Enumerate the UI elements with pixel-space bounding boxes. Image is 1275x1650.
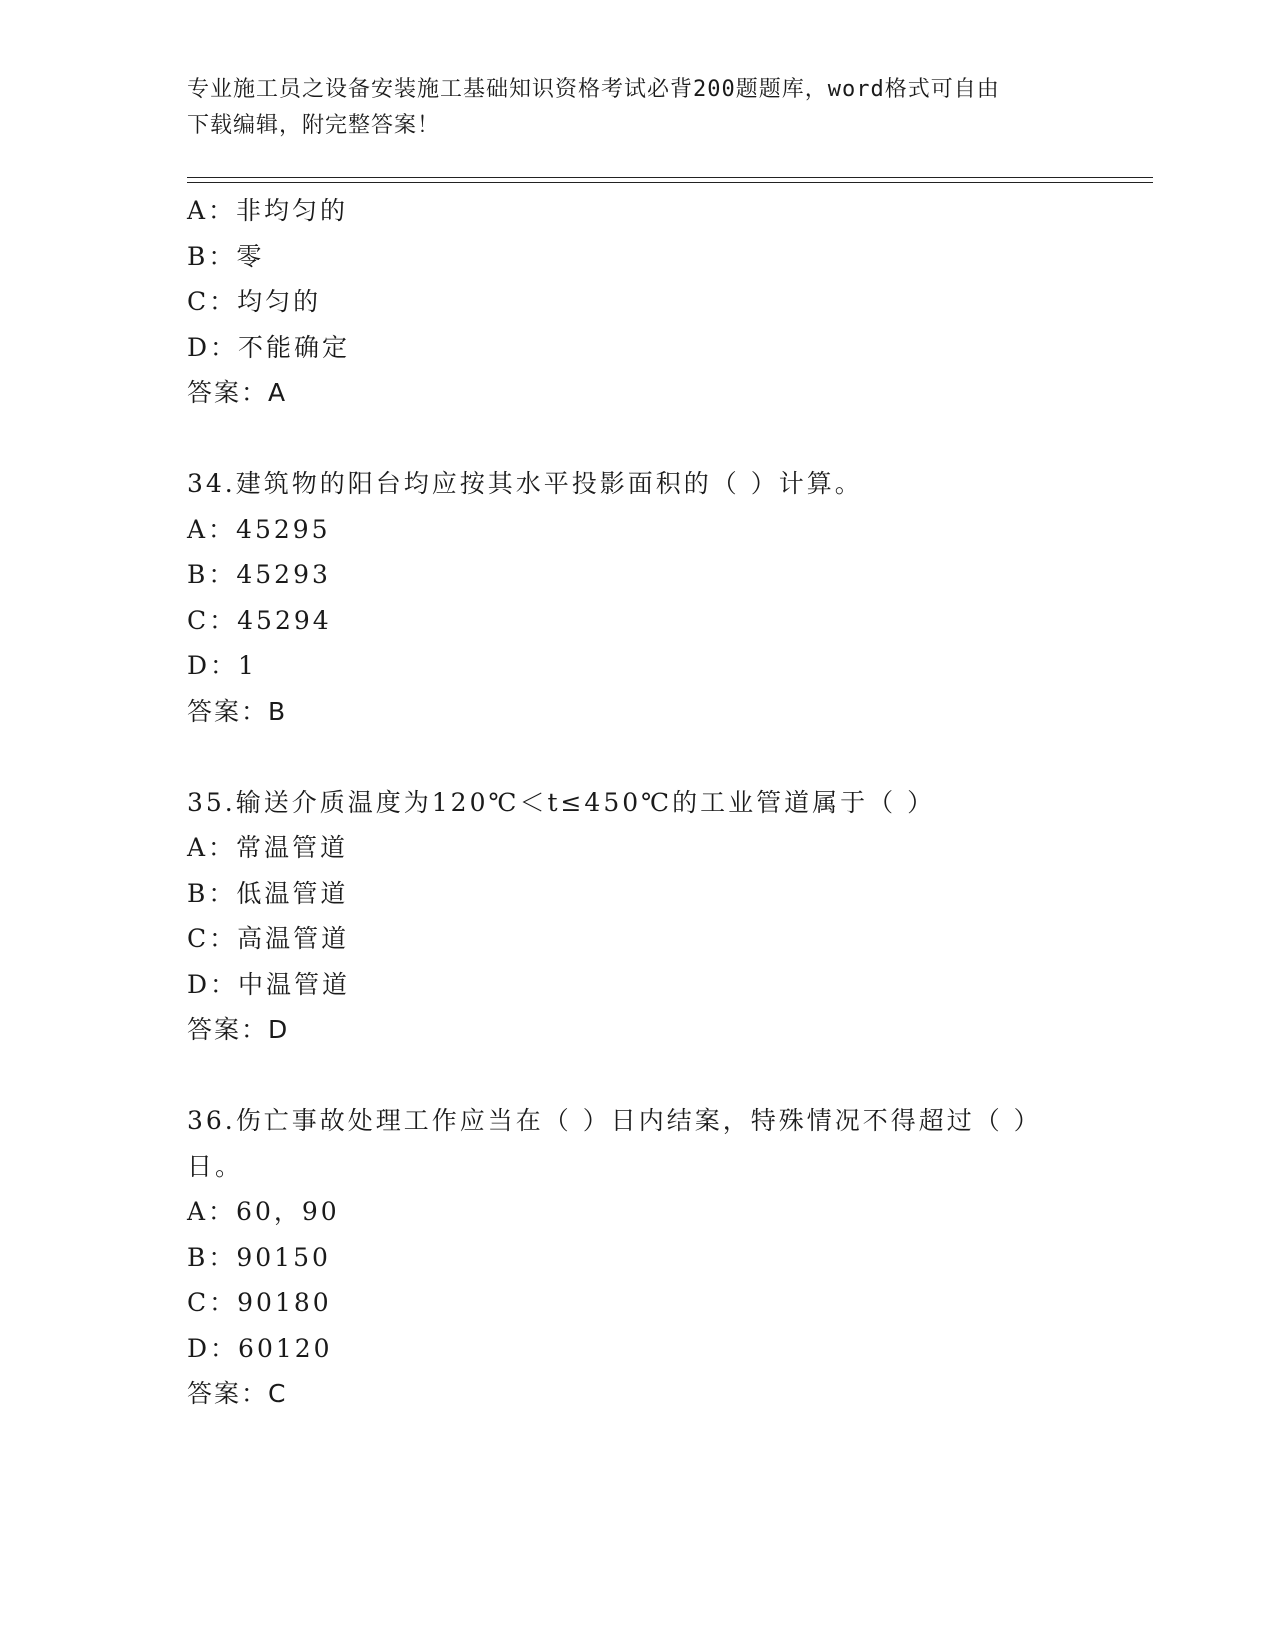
option-b: B：45293 (187, 560, 331, 589)
question-35 (187, 780, 1087, 1053)
header-line-1: 专业施工员之设备安装施工基础知识资格考试必背200题题库，word格式可自由 (187, 77, 1000, 102)
header-divider-top (187, 177, 1153, 178)
question-36 (187, 1098, 1087, 1417)
option-a: A：非均匀的 (187, 196, 349, 225)
option-a: A：60，90 (187, 1197, 340, 1226)
question-text: 34.建筑物的阳台均应按其水平投影面积的（ ）计算。 (187, 469, 863, 498)
option-d: D：60120 (187, 1333, 333, 1363)
option-c: C：90180 (187, 1288, 332, 1317)
document-header (187, 72, 1067, 144)
question-text-line-2: 日。 (187, 1151, 244, 1181)
option-b: B：零 (187, 241, 265, 271)
question-34 (187, 461, 1087, 734)
option-a: A：常温管道 (187, 833, 349, 862)
answer: 答案：D (187, 1015, 290, 1044)
spacer (187, 1053, 1087, 1099)
question-list (187, 188, 1087, 1417)
option-b: B：低温管道 (187, 878, 349, 908)
header-divider-bottom (187, 182, 1153, 183)
option-d: D：中温管道 (187, 969, 351, 999)
option-d: D：不能确定 (187, 332, 351, 362)
answer: 答案：A (187, 378, 288, 407)
option-b: B：90150 (187, 1242, 331, 1272)
option-c: C：高温管道 (187, 924, 350, 953)
question-33 (187, 188, 1087, 416)
question-text: 35.输送介质温度为120℃＜t≤450℃的工业管道属于（ ） (187, 787, 936, 817)
option-c: C：45294 (187, 605, 332, 635)
answer: 答案：C (187, 1379, 288, 1408)
option-d: D：1 (187, 651, 257, 680)
spacer (187, 734, 1087, 780)
header-line-2: 下载编辑，附完整答案！ (187, 113, 441, 138)
option-c: C：均匀的 (187, 287, 322, 316)
answer: 答案：B (187, 696, 288, 726)
option-a: A：45295 (187, 514, 331, 544)
spacer (187, 416, 1087, 462)
question-text-line-1: 36.伤亡事故处理工作应当在（ ）日内结案，特殊情况不得超过（ ） (187, 1106, 1042, 1135)
